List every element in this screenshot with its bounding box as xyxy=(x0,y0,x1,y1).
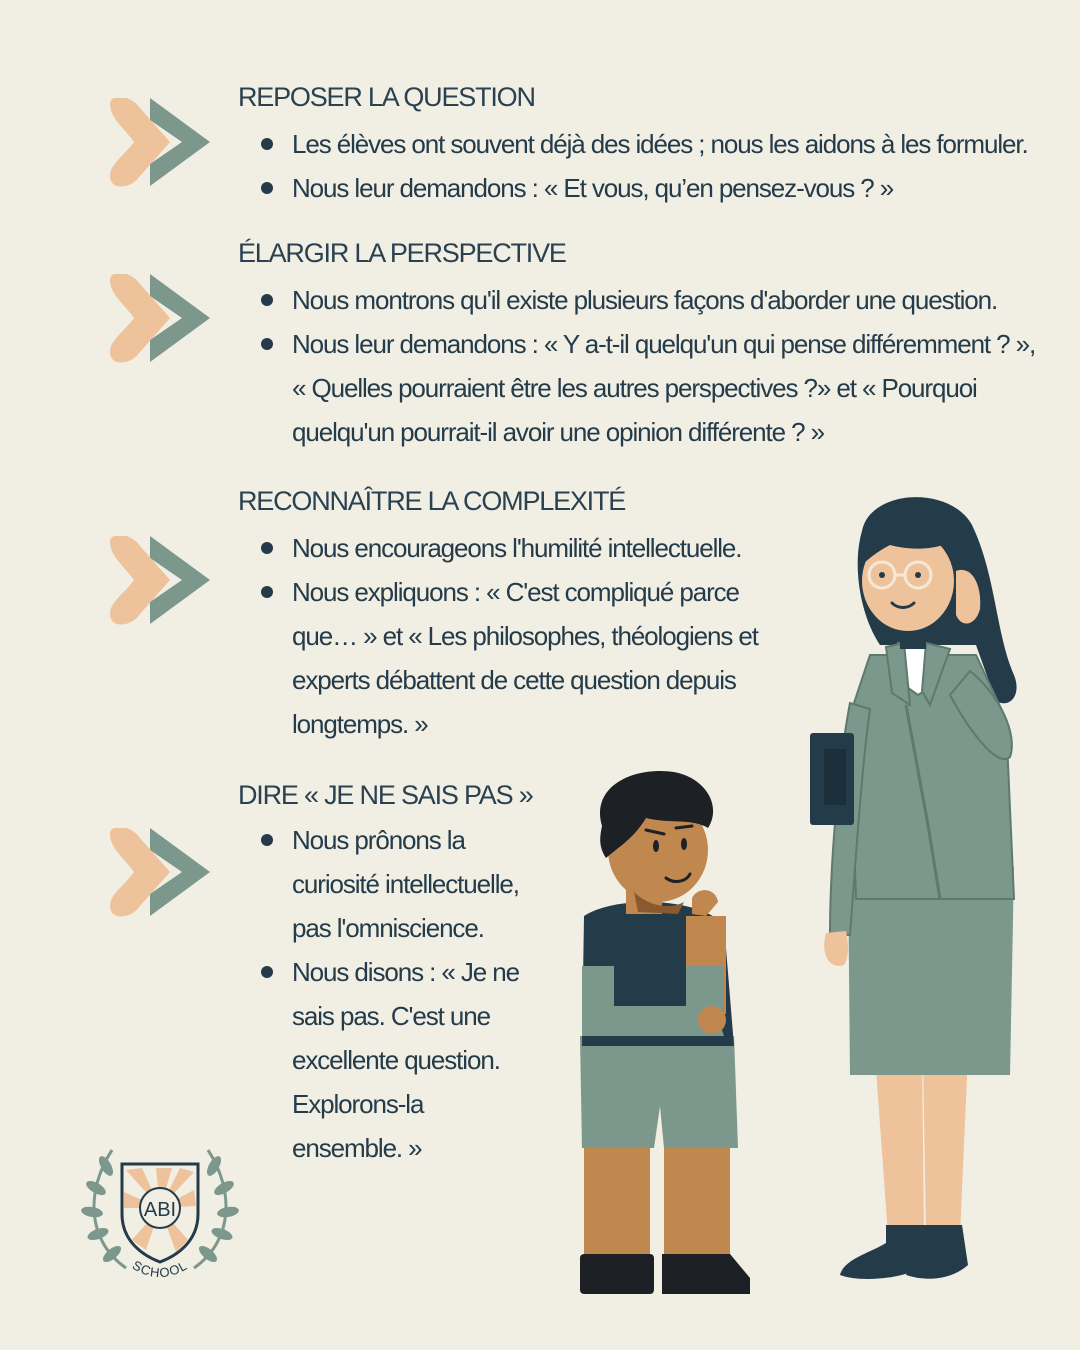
bullet-dot-icon xyxy=(261,138,273,150)
heart-chevron-icon xyxy=(104,274,214,366)
logo-initials: ABI xyxy=(143,1199,177,1221)
list-item: Les élèves ont souvent déjà des idées ; nous les aidons à les formuler. xyxy=(258,122,1048,166)
bullet-dot-icon xyxy=(261,586,273,598)
heart-chevron-icon xyxy=(104,98,214,190)
section-title: ÉLARGIR LA PERSPECTIVE xyxy=(238,238,566,268)
list-item: Nous montrons qu'il existe plusieurs façons d'aborder une question. xyxy=(258,278,1048,322)
list-item: Nous leur demandons : « Y a-t-il quelqu'un qui pense différemment ? », « Quelles pourraient être les autres perspectives ?» et « Pourquoi quelqu'un pourrait-il avoir une opinion différente ? » xyxy=(258,322,1048,454)
bullet-dot-icon xyxy=(261,294,273,306)
list-item: Nous prônons la curiosité intellectuelle, pas l'omniscience. xyxy=(258,818,533,950)
bullet-dot-icon xyxy=(261,338,273,350)
bullet-dot-icon xyxy=(261,966,273,978)
boy-illustration xyxy=(574,766,764,1296)
heart-chevron-icon xyxy=(104,828,214,920)
section-title: RECONNAÎTRE LA COMPLEXITÉ xyxy=(238,486,626,516)
bullet-list xyxy=(258,818,533,1170)
bullet-dot-icon xyxy=(261,834,273,846)
heart-chevron-icon xyxy=(104,536,214,628)
teacher-illustration xyxy=(800,495,1040,1295)
logo-label: SCHOOL xyxy=(129,1257,191,1281)
list-item: Nous disons : « Je ne sais pas. C'est une excellente question. Explorons-la ensemble. » xyxy=(258,950,533,1170)
list-item: Nous expliquons : « C'est compliqué parce que… » et « Les philosophes, théologiens et experts débattent de cette question depuis longtemps. » xyxy=(258,570,758,746)
bullet-list xyxy=(258,278,1048,454)
list-item: Nous encourageons l'humilité intellectuelle. xyxy=(258,526,758,570)
bullet-list xyxy=(258,526,758,746)
section-title: REPOSER LA QUESTION xyxy=(238,82,535,112)
bullet-dot-icon xyxy=(261,182,273,194)
section-title: DIRE « JE NE SAIS PAS » xyxy=(238,780,533,810)
abi-school-logo xyxy=(76,1130,244,1290)
list-item: Nous leur demandons : « Et vous, qu’en pensez-vous ? » xyxy=(258,166,1048,210)
bullet-list xyxy=(258,122,1048,210)
bullet-dot-icon xyxy=(261,542,273,554)
